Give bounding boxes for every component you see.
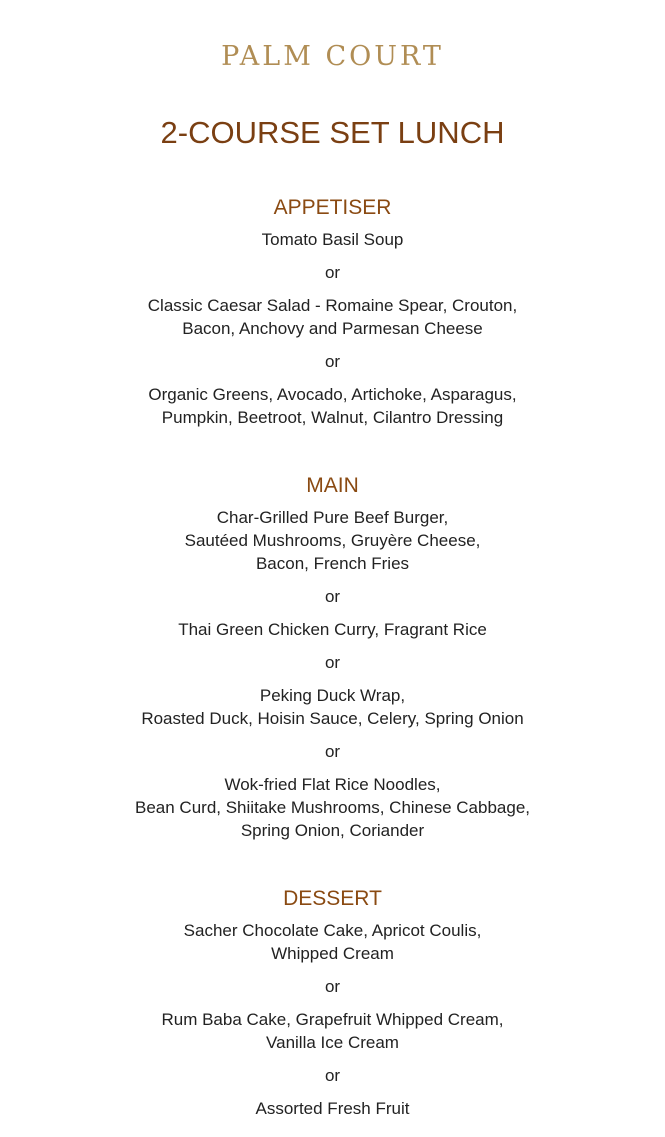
or-separator: or (324, 587, 341, 606)
or-separator: or (324, 977, 341, 996)
menu-item-line: Bacon, French Fries (255, 554, 410, 573)
menu-item (0, 506, 665, 575)
menu-item-line: Sautéed Mushrooms, Gruyère Cheese, (184, 531, 481, 550)
menu-item (0, 294, 665, 340)
menu-item-line: Thai Green Chicken Curry, Fragrant Rice (178, 620, 487, 639)
menu-title: 2-COURSE SET LUNCH (160, 115, 505, 150)
menu-item-line: Organic Greens, Avocado, Artichoke, Asparagus, (148, 385, 517, 404)
menu-item-line: Bacon, Anchovy and Parmesan Cheese (182, 319, 483, 338)
brand-logo: PALM COURT (221, 41, 444, 72)
section-main (0, 472, 665, 842)
menu-item (0, 618, 665, 641)
menu-item-line: Bean Curd, Shiitake Mushrooms, Chinese Cabbage, (135, 798, 530, 817)
menu-item (0, 919, 665, 965)
menu-item (0, 684, 665, 730)
or-separator: or (324, 653, 341, 672)
section-appetiser (0, 194, 665, 429)
menu-item (0, 1097, 665, 1120)
section-heading: APPETISER (273, 196, 392, 219)
menu-item-line: Whipped Cream (271, 944, 394, 963)
menu-item-line: Assorted Fresh Fruit (255, 1099, 410, 1118)
menu-item-line: Rum Baba Cake, Grapefruit Whipped Cream, (161, 1010, 504, 1029)
or-separator: or (324, 1066, 341, 1085)
menu-item (0, 228, 665, 251)
menu-item-line: Peking Duck Wrap, (259, 686, 406, 705)
or-separator: or (324, 263, 341, 282)
menu-item-line: Char-Grilled Pure Beef Burger, (216, 508, 449, 527)
menu-item-line: Roasted Duck, Hoisin Sauce, Celery, Spring Onion (141, 709, 524, 728)
menu-item-line: Sacher Chocolate Cake, Apricot Coulis, (183, 921, 482, 940)
section-dessert (0, 885, 665, 1120)
menu-item (0, 383, 665, 429)
menu-item (0, 1008, 665, 1054)
menu-item (0, 773, 665, 842)
or-separator: or (324, 352, 341, 371)
menu-item-line: Spring Onion, Coriander (240, 821, 425, 840)
menu-item-line: Classic Caesar Salad - Romaine Spear, Crouton, (147, 296, 518, 315)
or-separator: or (324, 742, 341, 761)
menu-item-line: Wok-fried Flat Rice Noodles, (224, 775, 441, 794)
menu-item-line: Pumpkin, Beetroot, Walnut, Cilantro Dressing (161, 408, 504, 427)
section-heading: MAIN (306, 474, 359, 497)
section-heading: DESSERT (283, 887, 382, 910)
menu-item-line: Vanilla Ice Cream (266, 1033, 399, 1052)
menu-item-line: Tomato Basil Soup (261, 230, 404, 249)
